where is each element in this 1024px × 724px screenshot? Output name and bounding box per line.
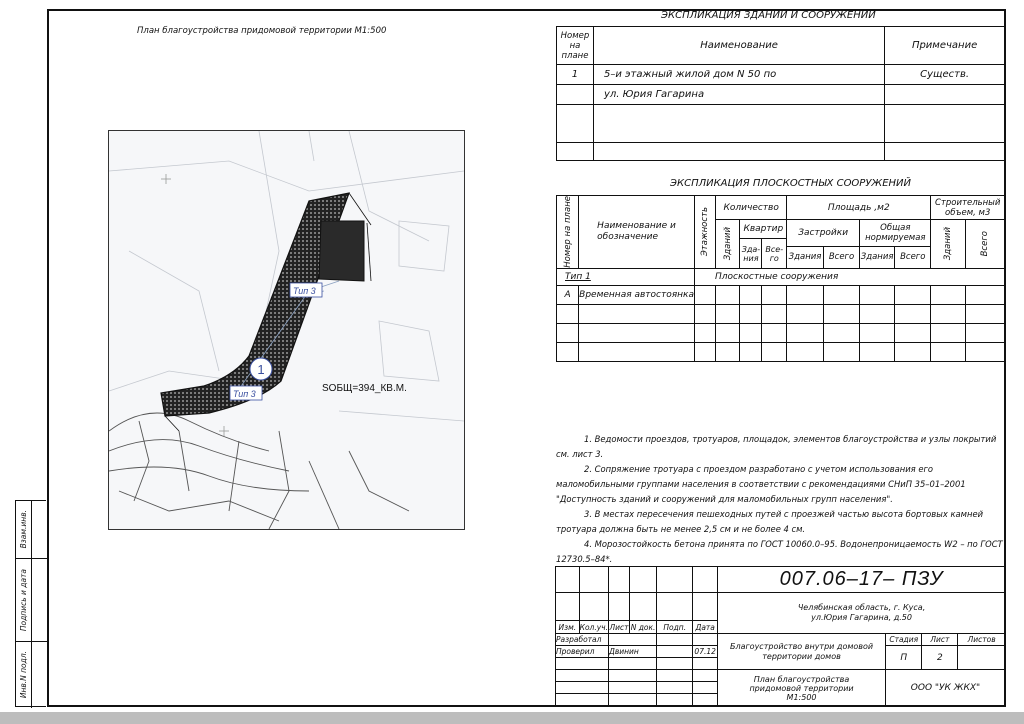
row1-number: 1 bbox=[557, 65, 594, 85]
side-inv: Инв.N подл. bbox=[19, 651, 28, 699]
note-2: 2. Сопряжение тротуара с проездом разработано с учетом использования его маломобильными группами населения в соответствии с рекомендациями СНиП 35–01–2001 "Доступность зданий и сооружений для маломобильных групп населения". bbox=[556, 464, 966, 504]
row1-name: 5–и этажный жилой дом N 50 по bbox=[593, 65, 884, 85]
side-vzam: Взам.инв. bbox=[19, 510, 28, 549]
flat-header-name: Наименование и обозначение bbox=[579, 196, 695, 269]
address-line-2: ул.Юрия Гагарина, д.50 bbox=[811, 613, 912, 622]
area-text: SОБЩ=394_КВ.М. bbox=[322, 383, 407, 394]
buildings-table-title: ЭКСПЛИКАЦИЯ ЗДАНИЙ И СООРУЖЕНИЙ bbox=[661, 10, 876, 21]
company-name: ООО "УК ЖКХ" bbox=[885, 670, 1005, 707]
buildings-table bbox=[556, 26, 1005, 161]
parking-hatch bbox=[319, 221, 364, 281]
col-list: Лист bbox=[609, 622, 629, 632]
row-a-letter: А bbox=[557, 285, 579, 304]
type3-label-top: Тип 3 bbox=[293, 286, 316, 296]
row-a-name: Временная автостоянка bbox=[579, 285, 695, 304]
developed-label: Разработал bbox=[556, 634, 609, 646]
flat-header-quantity: Количество bbox=[716, 196, 787, 220]
type1-label: Тип 1 bbox=[557, 268, 695, 285]
col-podp: Подп. bbox=[657, 621, 693, 634]
col-izm: Изм. bbox=[556, 621, 580, 634]
flat-header-volume: Строительный объем, м3 bbox=[931, 196, 1005, 220]
window-bottom-edge bbox=[0, 712, 1024, 724]
flat-header-vs: Всего bbox=[823, 246, 859, 268]
flat-header-apartments: Квартир bbox=[740, 220, 787, 239]
flat-header-floors: Этажность bbox=[700, 207, 711, 257]
title-block bbox=[555, 566, 1006, 707]
site-plan-drawing bbox=[109, 131, 464, 529]
type3-label-bottom: Тип 3 bbox=[233, 389, 256, 399]
flat-header-zd: Здания bbox=[787, 246, 824, 268]
address-line-1: Челябинская область, г. Куса, bbox=[797, 603, 926, 612]
flat-header-vs2: Всего bbox=[895, 246, 931, 268]
site-plan-map bbox=[108, 130, 465, 530]
sheet-value: 2 bbox=[922, 646, 958, 670]
flat-header-total-short: Все-го bbox=[762, 239, 787, 268]
checked-label: Проверил bbox=[556, 646, 609, 658]
col-data: Дата bbox=[693, 621, 718, 634]
side-sign: Подпись и дата bbox=[19, 568, 28, 632]
general-notes bbox=[556, 432, 1004, 567]
note-4: 4. Морозостойкость бетона принята по ГОСТ 10060.0–95. Водонепроницаемость W2 – по ГОСТ 12730.5–84*. bbox=[556, 539, 1003, 564]
flat-header-zd2: Здания bbox=[860, 246, 895, 268]
flat-structures-table bbox=[556, 195, 1005, 362]
note-1: 1. Ведомости проездов, тротуаров, площадок, элементов благоустройства и узлы покрытий см. лист 3. bbox=[556, 434, 997, 459]
flat-header-common: Общая нормируемая bbox=[860, 220, 931, 247]
drawing-code: 007.06–17– ПЗУ bbox=[718, 567, 1006, 593]
row2-name: ул. Юрия Гагарина bbox=[593, 85, 884, 105]
flat-header-vol-bldg: Зданий bbox=[943, 227, 954, 261]
flat-header-area: Площадь ,м2 bbox=[787, 196, 931, 220]
stage-label: Стадия bbox=[885, 634, 922, 646]
object-name: Благоустройство внутри домовой территории домов bbox=[718, 634, 886, 670]
flat-header-buildings: Зданий bbox=[722, 227, 733, 261]
check-date: 07.12 bbox=[694, 647, 716, 656]
col-kol: Кол.уч. bbox=[579, 622, 608, 632]
flat-table-title: ЭКСПЛИКАЦИЯ ПЛОСКОСТНЫХ СООРУЖЕНИЙ bbox=[670, 178, 912, 189]
sheet-label: Лист bbox=[922, 634, 958, 646]
flat-header-number: Номер на плане bbox=[562, 196, 573, 268]
header-note: Примечание bbox=[885, 27, 1005, 65]
checker-name: Двинин bbox=[608, 646, 656, 658]
sheets-label: Листов bbox=[958, 634, 1006, 646]
flat-header-vol-total: Всего bbox=[980, 231, 991, 257]
row1-note: Существ. bbox=[885, 65, 1005, 85]
note-3: 3. В местах пересечения пешеходных путей с проезжей частью высота бортовых камней тротуара должна быть не менее 2,5 см и не более 4 см. bbox=[556, 509, 984, 534]
flat-header-built: Застройки bbox=[787, 220, 860, 247]
type1-text: Плоскостные сооружения bbox=[695, 268, 1005, 285]
stage-value: П bbox=[885, 646, 922, 670]
col-ndok: N док. bbox=[630, 622, 656, 632]
side-stamp bbox=[15, 500, 46, 707]
plan-title: План благоустройства придомовой территории М1:500 bbox=[137, 26, 387, 36]
flat-header-bldg-short: Зда-ния bbox=[740, 239, 762, 268]
header-name: Наименование bbox=[593, 27, 884, 65]
sheet-title: План благоустройства придомовой территории М1:500 bbox=[718, 670, 886, 707]
building-marker-number: 1 bbox=[257, 362, 265, 377]
header-number: Номер на плане bbox=[557, 27, 594, 65]
